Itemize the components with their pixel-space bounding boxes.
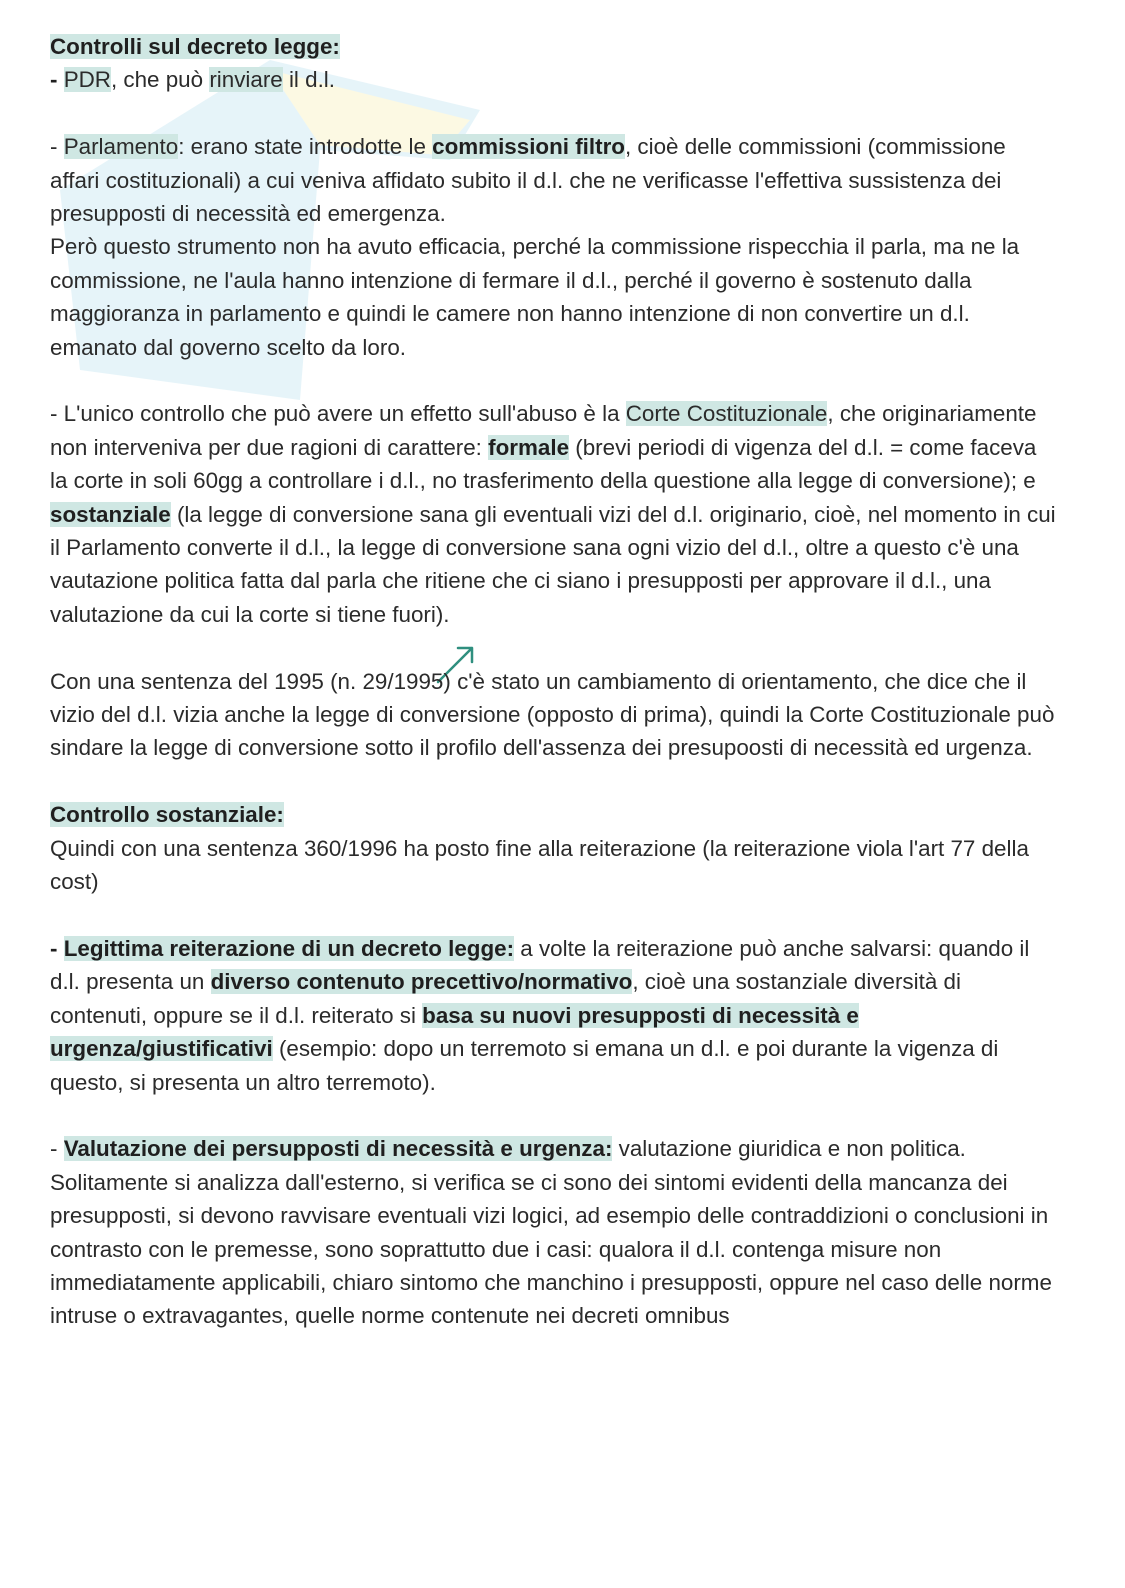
heading-controlli: Controlli sul decreto legge: [50, 34, 340, 59]
paragraph-sentenza-1995: Con una sentenza del 1995 (n. 29/1995) c'è stato un cambiamento di orientamento, che dice che il vizio del d.l. vizia anche la legge di conversione (opposto di prima), quindi la Corte Costituzionale può sindare la legge di conversione sotto il profilo dell'assenza dei presupoosti di necessità ed urgenza. [50, 668, 1055, 761]
bullet-parlamento: - Parlamento: erano state introdotte le commissioni filtro, cioè delle commissioni (commissione affari costituzionali) a cui veniva affidato subito il d.l. che ne verificasse l'effettiva sussistenza dei presupposti di necessità ed emergenza. [50, 134, 1006, 227]
document-page [50, 30, 1060, 1333]
bullet-legittima-reiterazione: - Legittima reiterazione di un decreto legge: a volte la reiterazione può anche salvarsi: quando il d.l. presenta un diverso contenuto precettivo/normativo, cioè una sostanziale diversità di contenuti, oppure se il d.l. reiterato si basa su nuovi presupposti di necessità e urgenza/giustificativi (esempio: dopo un terremoto si emana un d.l. e poi durante la vigenza di questo, si presenta un altro terremoto). [50, 935, 1030, 1095]
bullet-pdr: - PDR, che può rinviare il d.l. [50, 67, 335, 93]
bullet-corte: - L'unico controllo che può avere un effetto sull'abuso è la Corte Costituzionale, che originariamente non interveniva per due ragioni di carattere: formale (brevi periodi di vigenza del d.l. = come faceva la corte in soli 60gg a controllare i d.l., no trasferimento della questione alla legge di conversione); e sostanziale (la legge di conversione sana gli eventuali vizi del d.l. originario, cioè, nel momento in cui il Parlamento converte il d.l., la legge di conversione sana ogni vizio del d.l., oltre a questo c'è una vautazione politica fatta dal parla che ritiene che ci siano i presupposti per approvare il d.l., una valutazione da cui la corte si tiene fuori). [50, 401, 1056, 627]
section-title-controlli [50, 30, 1060, 63]
paragraph-parlamento-cont: Però questo strumento non ha avuto efficacia, perché la commissione rispecchia il parla, ma ne la commissione, ne l'aula hanno intenzione di fermare il d.l., perché il governo è sostenuto dalla maggioranza in parlamento e quindi le camere non hanno intenzione di non convertire un d.l. emanato dal governo scelto da loro. [50, 234, 1020, 360]
heading-sostanziale: Controllo sostanziale: [50, 802, 284, 828]
section-title-sostanziale [50, 798, 1060, 831]
bullet-valutazione: - Valutazione dei persupposti di necessità e urgenza: valutazione giuridica e non politica. Solitamente si analizza dall'esterno, si verifica se ci sono dei sintomi evidenti della mancanza dei presupposti, si devono ravvisare eventuali vizi logici, ad esempio delle contraddizioni o conclusioni in contrasto con le premesse, sono soprattutto due i casi: qualora il d.l. contenga misure non immediatamente applicabili, chiaro sintomo che manchino i presupposti, oppure nel caso delle norme intruse o extravagantes, quelle norme contenute nei decreti omnibus [50, 1136, 1052, 1329]
paragraph-sentenza-1996: Quindi con una sentenza 360/1996 ha posto fine alla reiterazione (la reiterazione viola l'art 77 della cost) [50, 835, 1029, 895]
